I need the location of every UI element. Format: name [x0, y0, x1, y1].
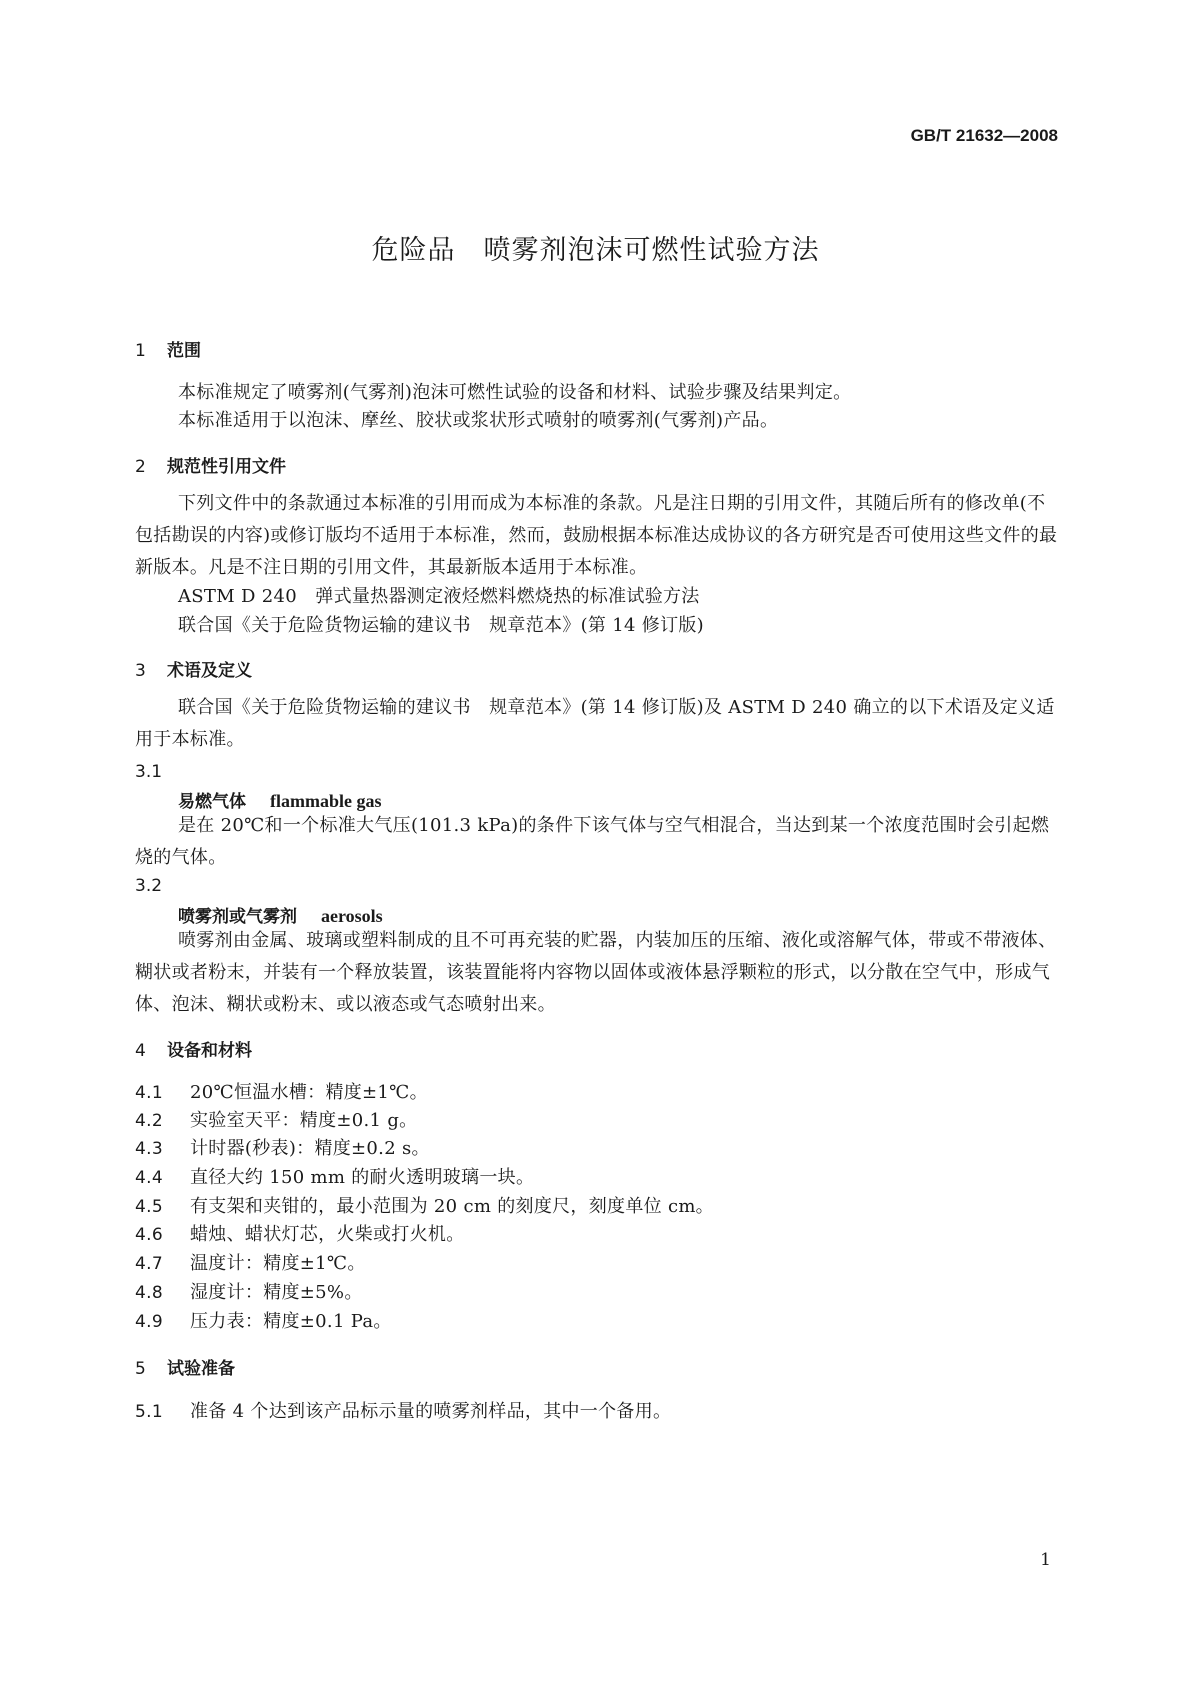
term-zh: 易燃气体	[178, 792, 246, 812]
section-title: 试验准备	[167, 1359, 235, 1379]
term-definition: 喷雾剂由金属、玻璃或塑料制成的且不可再充装的贮器，内装加压的压缩、液化或溶解气体，带或不带液体、糊状或者粉末，并装有一个释放装置，该装置能将内容物以固体或液体悬浮颗粒的形式，以分散在空气中，形成气体、泡沫、糊状或粉末、或以液态或气态喷射出来。	[135, 930, 1057, 1015]
standard-code: GB/T 21632—2008	[910, 126, 1058, 145]
list-item	[135, 1106, 417, 1132]
list-item	[135, 1278, 363, 1304]
item-number: 4.4	[135, 1168, 163, 1188]
term-en: flammable gas	[270, 791, 382, 811]
item-number: 4.9	[135, 1312, 163, 1332]
item-text: 蜡烛、蜡状灯芯，火柴或打火机。	[190, 1224, 465, 1245]
section-title: 规范性引用文件	[167, 457, 286, 477]
term-zh: 喷雾剂或气雾剂	[178, 907, 297, 927]
section-1-heading	[135, 336, 201, 361]
section-title: 范围	[167, 341, 201, 361]
item-text: 计时器(秒表)：精度±0.2 s。	[190, 1138, 430, 1159]
term-en: aerosols	[321, 906, 383, 926]
item-text: 湿度计：精度±5%。	[190, 1282, 363, 1303]
page-number: 1	[1040, 1550, 1051, 1570]
item-number: 4.3	[135, 1139, 163, 1159]
section-title: 设备和材料	[167, 1041, 252, 1061]
item-text: 有支架和夹钳的，最小范围为 20 cm 的刻度尺，刻度单位 cm。	[190, 1196, 714, 1217]
term-title	[178, 787, 382, 812]
section-2-heading	[135, 452, 286, 477]
list-item	[135, 1397, 671, 1423]
item-text: 直径大约 150 mm 的耐火透明玻璃一块。	[190, 1167, 535, 1188]
section-number: 2	[135, 457, 146, 477]
item-number: 4.7	[135, 1254, 163, 1274]
item-text: 压力表：精度±0.1 Pa。	[190, 1311, 392, 1332]
section-number: 1	[135, 341, 146, 361]
item-text: 20℃恒温水槽：精度±1℃。	[190, 1082, 428, 1103]
item-text: 实验室天平：精度±0.1 g。	[190, 1110, 418, 1131]
term-number: 3.1	[135, 762, 163, 782]
term-definition: 是在 20℃和一个标准大气压(101.3 kPa)的条件下该气体与空气相混合，当达到某一个浓度范围时会引起燃烧的气体。	[135, 815, 1050, 868]
item-number: 4.1	[135, 1083, 163, 1103]
title-main: 喷雾剂泡沫可燃性试验方法	[483, 235, 820, 266]
item-number: 4.6	[135, 1225, 163, 1245]
reference-astm: ASTM D 240 弹式量热器测定液烃燃料燃烧热的标准试验方法	[178, 586, 700, 607]
scope-paragraph-2: 本标准适用于以泡沫、摩丝、胶状或浆状形式喷射的喷雾剂(气雾剂)产品。	[178, 410, 779, 431]
document-title	[0, 228, 1191, 267]
item-number: 4.5	[135, 1197, 163, 1217]
list-item	[135, 1134, 430, 1160]
list-item	[135, 1192, 714, 1218]
item-number: 4.8	[135, 1283, 163, 1303]
list-item	[135, 1220, 465, 1246]
section-title: 术语及定义	[167, 661, 252, 681]
normative-references-paragraph: 下列文件中的条款通过本标准的引用而成为本标准的条款。凡是注日期的引用文件，其随后所有的修改单(不包括勘误的内容)或修订版均不适用于本标准，然而，鼓励根据本标准达成协议的各方研究是否可使用这些文件的最新版本。凡是不注日期的引用文件，其最新版本适用于本标准。	[135, 493, 1058, 578]
item-text: 温度计：精度±1℃。	[190, 1253, 366, 1274]
section-number: 4	[135, 1041, 146, 1061]
item-number: 5.1	[135, 1402, 163, 1422]
term-title	[178, 902, 383, 927]
scope-paragraph-1: 本标准规定了喷雾剂(气雾剂)泡沫可燃性试验的设备和材料、试验步骤及结果判定。	[178, 382, 852, 403]
list-item	[135, 1078, 428, 1104]
item-number: 4.2	[135, 1111, 163, 1131]
reference-un: 联合国《关于危险货物运输的建议书 规章范本》(第 14 修订版)	[178, 615, 704, 636]
section-5-heading	[135, 1354, 235, 1379]
list-item	[135, 1163, 534, 1189]
term-number: 3.2	[135, 876, 163, 896]
section-number: 5	[135, 1359, 146, 1379]
section-3-heading	[135, 656, 252, 681]
title-category: 危险品	[371, 235, 456, 266]
section-4-heading	[135, 1036, 252, 1061]
item-text: 准备 4 个达到该产品标示量的喷雾剂样品，其中一个备用。	[190, 1401, 672, 1422]
section-number: 3	[135, 661, 146, 681]
list-item	[135, 1307, 392, 1333]
list-item	[135, 1249, 366, 1275]
terms-intro-paragraph: 联合国《关于危险货物运输的建议书 规章范本》(第 14 修订版)及 ASTM D 240 确立的以下术语及定义适用于本标准。	[135, 697, 1055, 750]
